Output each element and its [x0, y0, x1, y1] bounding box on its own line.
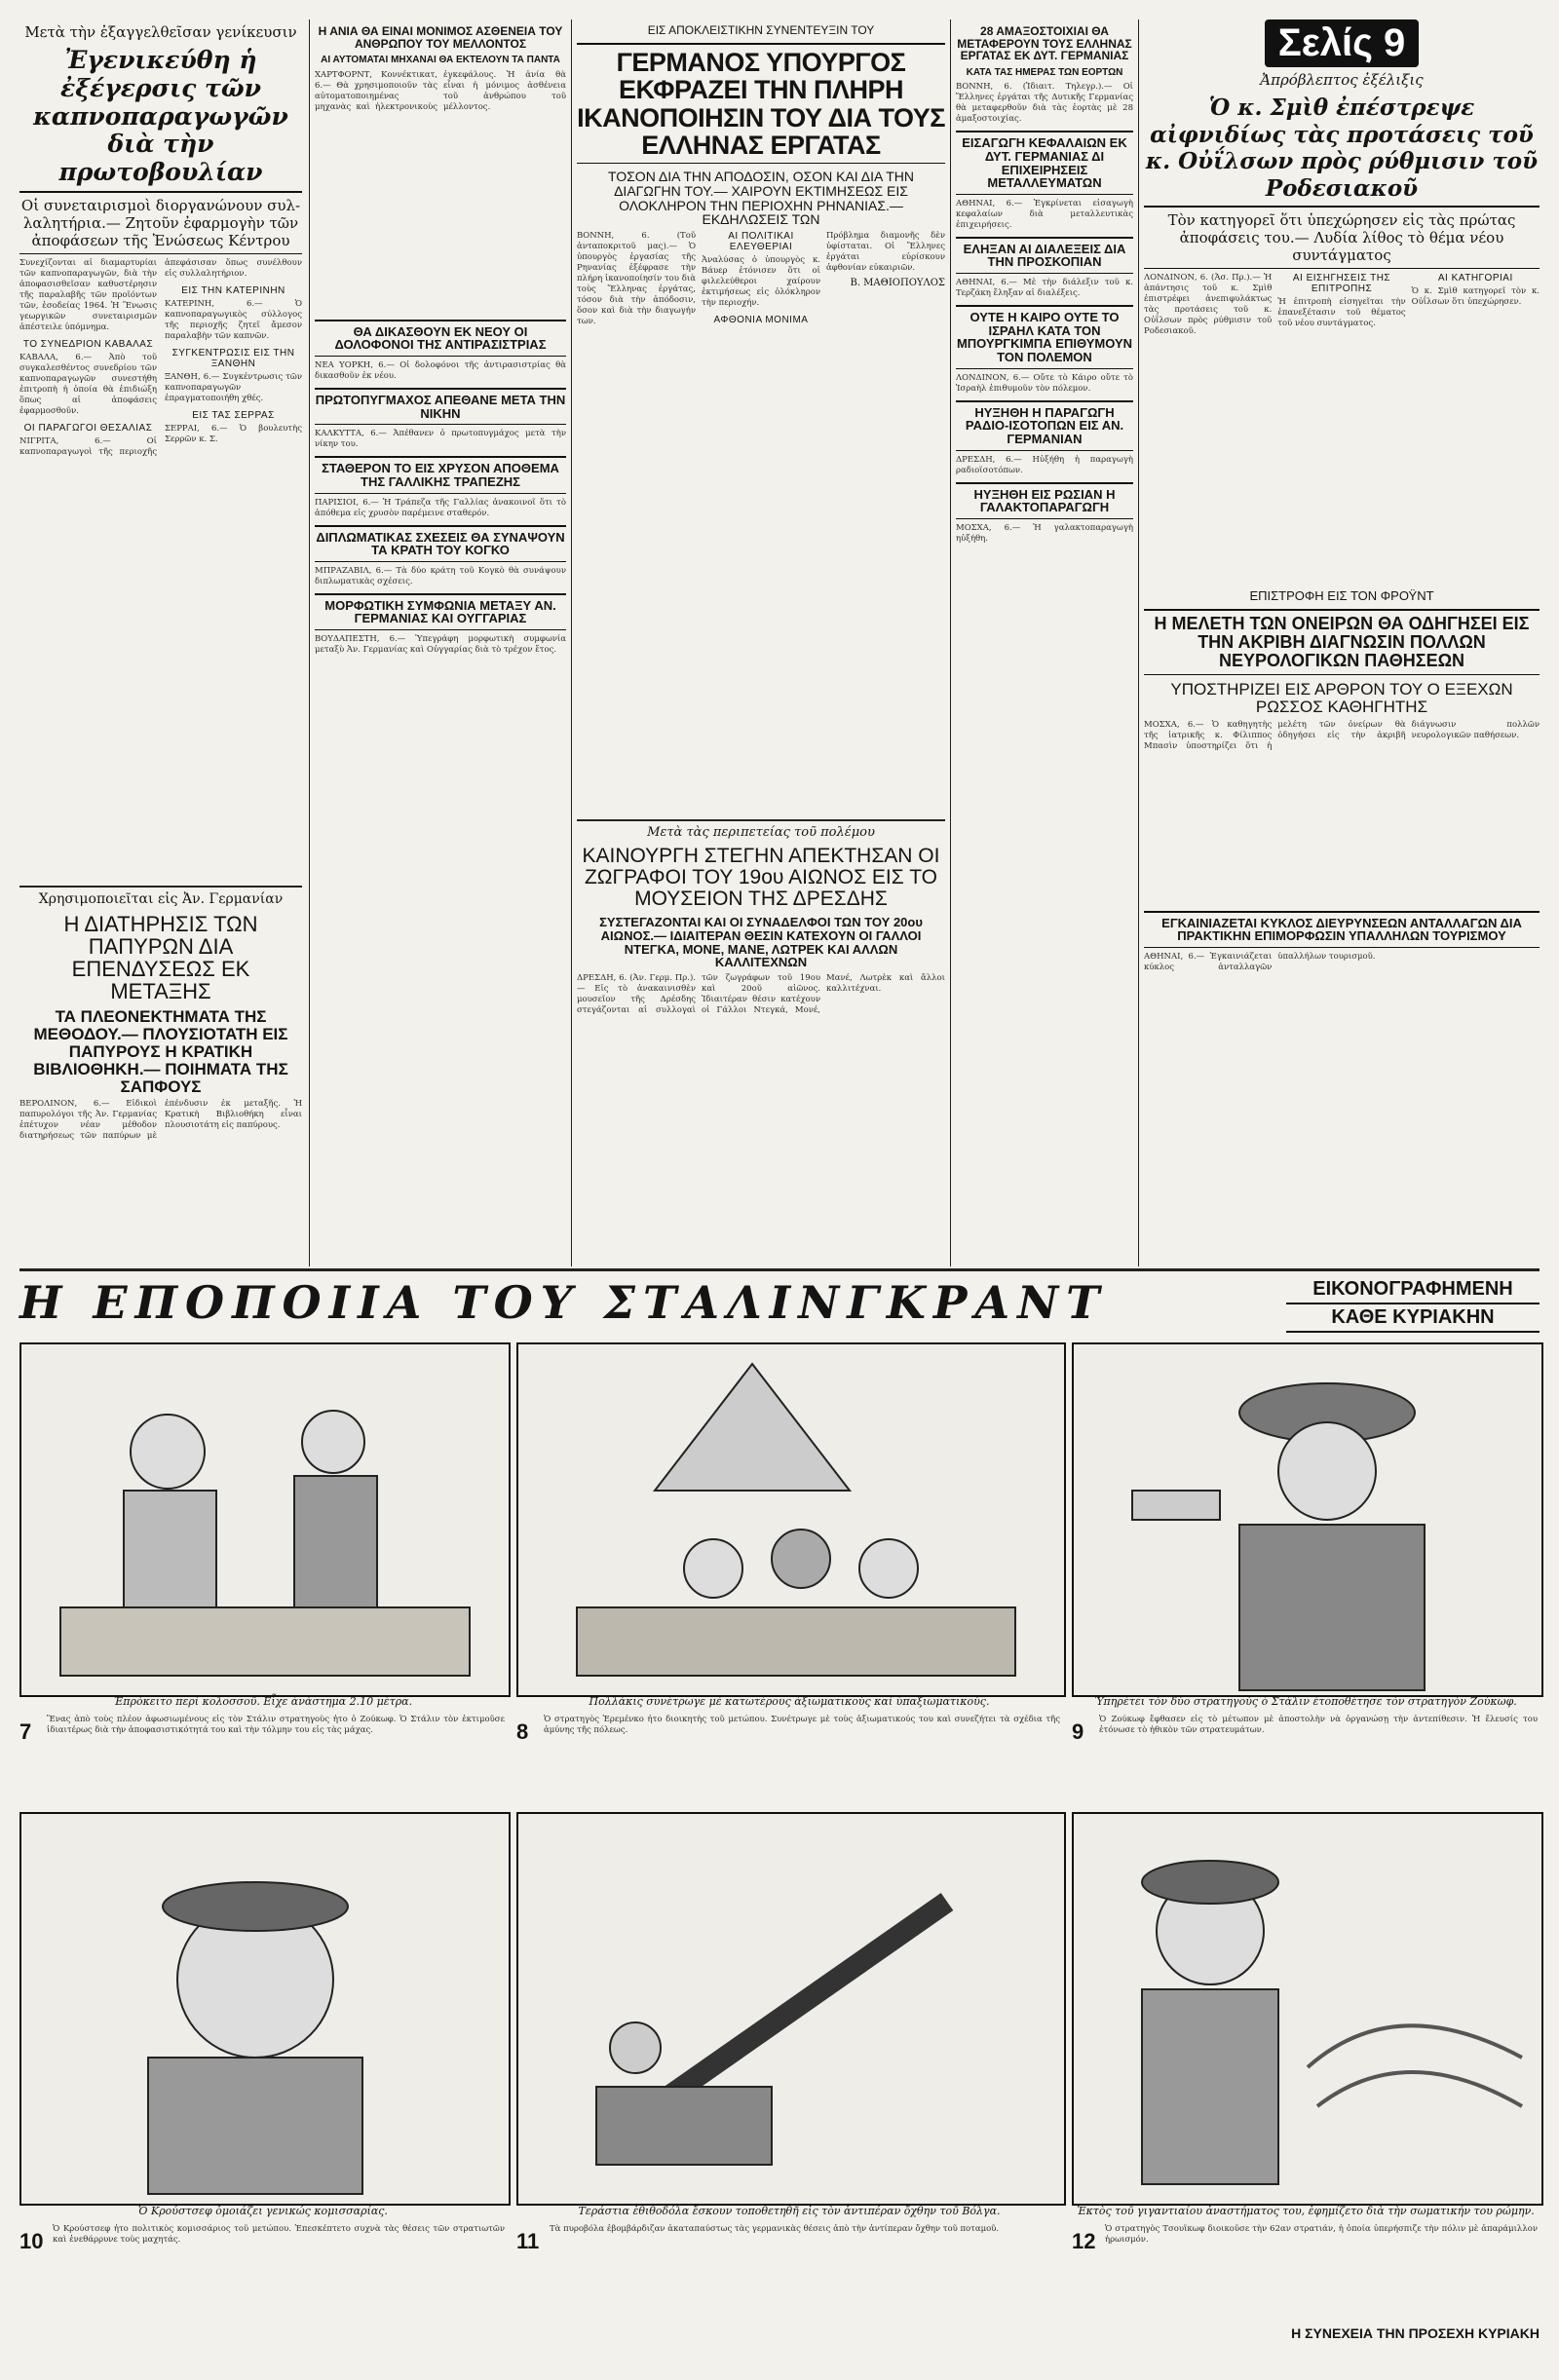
article-text: Ἡ ἐπιτροπὴ εἰσηγεῖται τὴν ἐπανεξέτασιν τοῦ θέματος τοῦ νέου συντάγματος.	[1277, 297, 1406, 329]
column-interview	[577, 19, 945, 1266]
comic-panel-8	[516, 1342, 1066, 1697]
article-text: ΔΡΕΣΔΗ, 6. (Ἀν. Γερμ. Πρ.).— Εἰς τὸ ἀνακαινισθὲν μουσεῖον τῆς Δρέσδης στεγάζονται αἱ συλλογαὶ τῶν ζωγράφων τοῦ 19ου καὶ 20οῦ αἰῶνος. Ἰδιαιτέραν θέσιν κατέχουν οἱ Γάλλοι Ντεγκά, Μονέ, Μανέ, Λωτρὲκ καὶ ἄλλοι καλλιτέχναι.	[577, 972, 945, 1015]
subheadline-dreams: ΥΠΟΣΤΗΡΙΖΕΙ ΕΙΣ ΑΡΘΡΟΝ ΤΟΥ Ο ΕΞΕΧΩΝ ΡΩΣΣΟΣ ΚΑΘΗΓΗΤΗΣ	[1170, 680, 1513, 716]
newspaper-page	[19, 19, 1540, 2341]
section-head: ΑΙ ΠΟΛΙΤΙΚΑΙ ΕΛΕΥΘΕΡΙΑΙ	[728, 231, 794, 253]
column-rule	[1138, 19, 1139, 1266]
kicker: Ἀπρόβλεπτος ἐξέλιξις	[1260, 71, 1424, 89]
illustration	[1074, 1344, 1541, 1695]
comic-banner	[19, 1276, 1540, 1335]
kicker: Χρησιμοποιεῖται εἰς Ἀν. Γερμανίαν	[38, 890, 284, 907]
article-text: ΧΑΡΤΦΟΡΝΤ, Κοννέκτικατ, 6.— Θὰ χρησιμοποιοῦν τὰς αὐτοματοποιημένας μηχανὰς καὶ ἡλεκτρονικοὺς ἐγκεφάλους. Ἡ ἀνία θὰ εἶναι ἡ μόνιμος ἀσθένεια τοῦ ἀνθρώπου τοῦ μέλλοντος.	[315, 69, 566, 112]
article-body	[577, 231, 945, 815]
comic-panel-7	[19, 1342, 511, 1697]
article-text: ΒΟΥΔΑΠΕΣΤΗ, 6.— Ὑπεγράφη μορφωτικὴ συμφωνία μεταξὺ Ἀν. Γερμανίας καὶ Οὐγγαρίας διὰ τὸ τρέχον ἔτος.	[315, 634, 566, 656]
headline-education: ΜΟΡΦΩΤΙΚΗ ΣΥΜΦΩΝΙΑ ΜΕΤΑΞΥ ΑΝ. ΓΕΡΜΑΝΙΑΣ ΚΑΙ ΟΥΓΓΑΡΙΑΣ	[315, 593, 566, 630]
continued-note: Η ΣΥΝΕΧΕΙΑ ΤΗΝ ΠΡΟΣΕΧΗ ΚΥΡΙΑΚΗ	[1291, 2325, 1540, 2341]
section-head: ΣΥΓΚΕΝΤΡΩΣΙΣ ΕΙΣ ΤΗΝ ΞΑΝΘΗΝ	[171, 347, 295, 369]
article-text: ΛΟΝΔΙΝΟΝ, 6. (Ἀσ. Πρ.).— Ἡ ἀπάντησις τοῦ κ. Σμὶθ ἐπιστρέφει ἀνεπιφυλάκτως τὰς προτάσεις τοῦ κ. Οὐΐλσων πρὸς ρύθμισιν τοῦ Ροδεσιακοῦ.	[1144, 273, 1273, 337]
section-head: ΕΙΣ ΤΑΣ ΣΕΡΡΑΣ	[192, 409, 275, 421]
comic-panel-11	[516, 1812, 1066, 2206]
kicker: ΕΙΣ ΑΠΟΚΛΕΙΣΤΙΚΗΝ ΣΥΝΕΝΤΕΥΞΙΝ ΤΟΥ	[647, 23, 875, 37]
section-head: ΤΟ ΣΥΝΕΔΡΙΟΝ ΚΑΒΑΛΑΣ	[22, 338, 154, 350]
column-rule	[309, 19, 310, 1266]
subheadline-papyrus: ΤΑ ΠΛΕΟΝΕΚΤΗΜΑΤΑ ΤΗΣ ΜΕΘΟΔΟΥ.— ΠΛΟΥΣΙΟΤΑΤΗ ΕΙΣ ΠΑΠΥΡΟΥΣ Η ΚΡΑΤΙΚΗ ΒΙΒΛΙΟΘΗΚΗ.— ΠΟΙΗΜΑΤΑ ΤΗΣ ΣΑΠΦΟΥΣ	[33, 1007, 288, 1096]
panel-caption: Ὁ Κρούστσεφ ὁμοιάζει γενικώς κομισσαρίας.	[138, 2205, 388, 2217]
article-text: ΠΑΡΙΣΙΟΙ, 6.— Ἡ Τράπεζα τῆς Γαλλίας ἀνακοινοῖ ὅτι τὸ ἀπόθεμα εἰς χρυσὸν παρέμεινε σταθερόν.	[315, 497, 566, 518]
column-tobacco	[19, 19, 302, 1266]
headline-veteran: ΠΡΩΤΟΠΥΓΜΑΧΟΣ ΑΠΕΘΑΝΕ ΜΕΤΑ ΤΗΝ ΝΙΚΗΝ	[315, 388, 566, 425]
headline-capital: ΕΙΣΑΓΩΓΗ ΚΕΦΑΛΑΙΩΝ ΕΚ ΔΥΤ. ΓΕΡΜΑΝΙΑΣ ΔΙ ΕΠΙΧΕΙΡΗΣΕΙΣ ΜΕΤΑΛΛΕΥΜΑΤΩΝ	[956, 131, 1133, 195]
page-number-badge: Σελίς 9	[1265, 19, 1420, 67]
article-text: ΝΙΓΡΙΤΑ, 6.— Οἱ καπνοπαραγωγοὶ τῆς περιοχῆς ἀπεφάσισαν ὅπως συνέλθουν εἰς συλλαλητήριον.	[19, 257, 302, 457]
article-text: ΝΕΑ ΥΟΡΚΗ, 6.— Οἱ δολοφόνοι τῆς ἀντιρασιστρίας θὰ δικασθοῦν ἐκ νέου.	[315, 359, 566, 381]
comic-panel-10	[19, 1812, 511, 2206]
subheadline-boredom: ΑΙ ΑΥΤΟΜΑΤΑΙ ΜΗΧΑΝΑΙ ΘΑ ΕΚΤΕΛΟΥΝ ΤΑ ΠΑΝΤΑ	[321, 55, 560, 66]
kicker: Μετὰ τὰς περιπετείας τοῦ πολέμου	[647, 825, 875, 841]
subheadline-trains: ΚΑΤΑ ΤΑΣ ΗΜΕΡΑΣ ΤΩΝ ΕΟΡΤΩΝ	[966, 66, 1123, 78]
article-body	[1144, 720, 1540, 905]
illustration	[21, 1344, 509, 1695]
subheadline-dresden: ΣΥΣΤΕΓΑΖΟΝΤΑΙ ΚΑΙ ΟΙ ΣΥΝΑΔΕΛΦΟΙ ΤΩΝ ΤΟΥ 20ου ΑΙΩΝΟΣ.— ΙΔΙΑΙΤΕΡΑΝ ΘΕΣΙΝ ΚΑΤΕΧΟΥΝ ΟΙ ΓΑΛΛΟΙ ΝΤΕΓΚΑ, ΜΟΝΕ, ΜΑΝΕ, ΛΩΤΡΕΚ ΚΑΙ ΑΛΛΩΝ ΚΑΛΛΙΤΕΧΝΩΝ	[599, 915, 923, 970]
panel-text: Ὁ στρατηγὸς Τσουΐκωφ διοικοῦσε τὴν 62αν στρατιάν, ἡ ὁποία ὑπερήσπιζε τὴν πόλιν μὲ ἀπαράμιλλον ἡρωισμόν.	[1105, 2224, 1538, 2245]
column-workers	[956, 19, 1133, 1266]
section-head: ΕΙΣ ΤΗΝ ΚΑΤΕΡΙΝΗΝ	[181, 284, 285, 296]
article-text: ΚΑΒΑΛΑ, 6.— Ἀπὸ τοῦ συγκαλεσθέντος συνεδρίου τῶν καπνοπαραγωγῶν συνεστήθη ἐπιτροπὴ ἡ ὁποία θὰ ἐπιδιώξη ὅπως αἱ ἀποφάσεις ἐφαρμοσθοῦν.	[19, 352, 157, 416]
panel-caption: Τεράστια ἐθιθοδόλα ἔσκουν τοποθετηθῆ εἰς τὸν ἀντιπέραν ὄχθην τοῦ Βόλγα.	[578, 2205, 1001, 2217]
section-head: ΑΙ ΕΙΣΗΓΗΣΕΙΣ ΤΗΣ ΕΠΙΤΡΟΠΗΣ	[1292, 273, 1391, 295]
panel-number: 8	[516, 1719, 529, 1744]
panel-caption: Πολλάκις συνέτρωγε μὲ κατωτέρους ἀξιωματικοὺς καὶ ὑπαξιωματικούς.	[589, 1695, 990, 1708]
comic-title: Η ΕΠΟΠΟΙΙΑ ΤΟΥ ΣΤΑΛΙΝΓΚΡΑΝΤ	[19, 1276, 1108, 1329]
panel-caption: Ἐκτὸς τοῦ γιγαντιαίου ἀναστήματος του, ἐφημίζετο διὰ τὴν σωματικήν του ρώμην.	[1077, 2205, 1535, 2217]
headline-gold: ΣΤΑΘΕΡΟΝ ΤΟ ΕΙΣ ΧΡΥΣΟΝ ΑΠΟΘΕΜΑ ΤΗΣ ΓΑΛΛΙΚΗΣ ΤΡΑΠΕΖΗΣ	[315, 456, 566, 493]
panel-text: Ἕνας ἀπὸ τοὺς πλέον ἀφωσιωμένους εἰς τὸν Στάλιν στρατηγοὺς ἦτο ὁ Ζούκωφ. Ὁ Στάλιν τὸν ἐκτιμοῦσε ἰδιαιτέρως διὰ τὴν ἀποφασιστικότητά του καὶ τὴν τόλμην του εἰς τὰς μάχας.	[47, 1715, 505, 1735]
article-text: ΒΕΡΟΛΙΝΟΝ, 6.— Εἰδικοὶ παπυρολόγοι τῆς Ἀν. Γερμανίας ἐπέτυχον νέαν μέθοδον διατηρήσεως τῶν παπύρων μὲ ἐπένδυσιν ἐκ μεταξῆς. Ἡ Κρατικὴ Βιβλιοθήκη εἶναι πλουσιοτάτη εἰς παπύρους.	[19, 1099, 302, 1142]
headline-smith: Ὁ κ. Σμὶθ ἐπέστρεψε αἰφνιδίως τὰς προτάσεις τοῦ κ. Οὐΐλσων πρὸς ρύθμισιν τοῦ Ροδεσιακοῦ	[1145, 94, 1539, 202]
panel-number: 9	[1072, 1719, 1084, 1744]
headline-isotopes: ΗΥΞΗΘΗ Η ΠΑΡΑΓΩΓΗ ΡΑΔΙΟ-ΙΣΟΤΟΠΩΝ ΕΙΣ ΑΝ. ΓΕΡΜΑΝΙΑΝ	[956, 400, 1133, 451]
article-body	[577, 973, 945, 1197]
article-body	[1144, 273, 1540, 585]
page-number-box	[1144, 19, 1540, 67]
subheadline-tobacco: Οἱ συνεταιρισμοὶ διοργανώνουν συλ-λαλητήρια.— Ζητοῦν ἐφαρμογὴν τῶν ἀποφάσεων τῆς Ἑνώσεως Κέντρου	[19, 191, 302, 254]
article-text: Συνεχίζονται αἱ διαμαρτυρίαι τῶν καπνοπαραγωγῶν, διὰ τὴν ἀποφασισθεῖσαν καθυστέρησιν τῆς παραλαβῆς τῶν προϊόντων τῶν, ἐσοδείας 1964. Ἡ Ἕνωσις γεωργικῶν συνεταιρισμῶν ἀπέστειλε ὑπόμνημα.	[19, 257, 157, 332]
section-head: ΑΙ ΚΑΤΗΓΟΡΙΑΙ	[1437, 273, 1513, 284]
comic-subtitle	[1286, 1276, 1540, 1333]
article-body	[1144, 952, 1540, 1039]
comic-subtitle-line: ΚΑΘΕ ΚΥΡΙΑΚΗΝ	[1286, 1304, 1540, 1333]
article-text: ΔΡΕΣΔΗ, 6.— Ηὐξήθη ἡ παραγωγὴ ραδιοϊσοτόπων.	[956, 454, 1133, 475]
headline-trains: 28 ΑΜΑΞΟΣΤΟΙΧΙΑΙ ΘΑ ΜΕΤΑΦΕΡΟΥΝ ΤΟΥΣ ΕΛΛΗΝΑΣ ΕΡΓΑΤΑΣ ΕΚ ΔΥΤ. ΓΕΡΜΑΝΙΑΣ	[957, 24, 1132, 63]
column-briefs	[315, 19, 566, 1266]
panel-text: Ὁ Ζούκωφ ἔφθασεν εἰς τὸ μέτωπον μὲ ἀποστολὴν νὰ ὀργανώσῃ τὴν ἀντεπίθεσιν. Ἡ ἔλευσίς του ἐτόνωσε τὸ ἠθικὸν τῶν στρατευμάτων.	[1099, 1715, 1538, 1735]
headline-milk: ΗΥΞΗΘΗ ΕΙΣ ΡΩΣΙΑΝ Η ΓΑΛΑΚΤΟΠΑΡΑΓΩΓΗ	[956, 482, 1133, 519]
article-text: ΒΟΝΝΗ, 6. (Ἰδιαιτ. Τηλεγρ.).— Οἱ Ἕλληνες ἐργάται τῆς Δυτικῆς Γερμανίας θὰ μεταφερθοῦν διὰ τὰς ἑορτὰς μὲ 28 ἀμαξοστοιχίας.	[956, 82, 1133, 125]
divider	[19, 1268, 1540, 1271]
comic-panel-9	[1072, 1342, 1543, 1697]
column-rhodesia	[1144, 19, 1540, 1266]
panel-caption: Ὑπηρέτει τὸν δύο στρατηγοὺς ὁ Στάλιν ἐτοποθέτησε τὸν στρατηγὸν Ζούκωφ.	[1094, 1695, 1517, 1708]
headline-congo: ΔΙΠΛΩΜΑΤΙΚΑΣ ΣΧΕΣΕΙΣ ΘΑ ΣΥΝΑΨΟΥΝ ΤΑ ΚΡΑΤΗ ΤΟΥ ΚΟΓΚΟ	[315, 525, 566, 562]
article-body	[315, 70, 566, 314]
article-body	[19, 1099, 302, 1266]
headline-trial: ΘΑ ΔΙΚΑΣΘΟΥΝ ΕΚ ΝΕΟΥ ΟΙ ΔΟΛΟΦΟΝΟΙ ΤΗΣ ΑΝΤΙΡΑΣΙΣΤΡΙΑΣ	[315, 320, 566, 357]
comic-panel-12	[1072, 1812, 1543, 2206]
article-text: ΜΠΡΑΖΑΒΙΛ, 6.— Τὰ δύο κράτη τοῦ Κογκὸ θὰ συνάψουν διπλωματικὰς σχέσεις.	[315, 565, 566, 586]
column-rule	[571, 19, 572, 1266]
article-text: ΜΟΣΧΑ, 6.— Ὁ καθηγητὴς τῆς ἰατρικῆς κ. Φίλιππος Μπασὶν ὑποστηρίζει ὅτι ἡ μελέτη τῶν ὀνείρων θὰ ὁδηγήσει εἰς τὴν ἀκριβῆ διάγνωσιν πολλῶν νευρολογικῶν παθήσεων.	[1144, 719, 1540, 751]
kicker: ΕΠΙΣΤΡΟΦΗ ΕΙΣ ΤΟΝ ΦΡΟΫΝΤ	[1249, 588, 1434, 604]
headline-dresden: ΚΑΙΝΟΥΡΓΗ ΣΤΕΓΗΝ ΑΠΕΚΤΗΣΑΝ ΟΙ ΖΩΓΡΑΦΟΙ ΤΟΥ 19ου ΑΙΩΝΟΣ ΕΙΣ ΤΟ ΜΟΥΣΕΙΟΝ ΤΗΣ ΔΡΕΣΔΗΣ	[582, 845, 940, 911]
column-rule	[950, 19, 951, 1266]
headline-dreams: Η ΜΕΛΕΤΗ ΤΩΝ ΟΝΕΙΡΩΝ ΘΑ ΟΔΗΓΗΣΕΙ ΕΙΣ ΤΗΝ ΑΚΡΙΒΗ ΔΙΑΓΝΩΣΙΝ ΠΟΛΛΩΝ ΝΕΥΡΟΛΟΓΙΚΩΝ ΠΑΘΗΣΕΩΝ	[1144, 609, 1540, 675]
signature: Β. ΜΑΘΙΟΠΟΥΛΟΣ	[850, 278, 945, 289]
section-head: ΟΙ ΠΑΡΑΓΩΓΟΙ ΘΕΣΑΛΙΑΣ	[23, 422, 153, 434]
article-text: ΑΘΗΝΑΙ, 6.— Μὲ τὴν διάλεξιν τοῦ κ. Τερζάκη ἔληξαν αἱ διαλέξεις.	[956, 278, 1133, 299]
subheadline-minister: ΤΟΣΟΝ ΔΙΑ ΤΗΝ ΑΠΟΔΟΣΙΝ, ΟΣΟΝ ΚΑΙ ΔΙΑ ΤΗΝ ΔΙΑΓΩΓΗΝ ΤΟΥ.— ΧΑΙΡΟΥΝ ΕΚΤΙΜΗΣΕΩΣ ΕΙΣ ΟΛΟΚΛΗΡΟΝ ΤΗΝ ΠΕΡΙΟΧΗΝ ΡΗΝΑΝΙΑΣ.— ΕΚΔΗΛΩΣΕΙΣ ΤΩΝ	[607, 169, 915, 228]
panel-text: Ὁ Κρούστσεφ ἦτο πολιτικὸς κομισσάριος τοῦ μετώπου. Ἐπεσκέπτετο συχνὰ τὰς θέσεις τῶν στρατιωτῶν καὶ ἐνεθάρρυνε τοὺς μαχητάς.	[53, 2224, 505, 2245]
divider	[577, 819, 945, 821]
article-text: ΞΑΝΘΗ, 6.— Συγκέντρωσις τῶν καπνοπαραγωγῶν ἐπραγματοποιήθη χθές.	[165, 371, 302, 403]
article-text: ΚΑΛΚΥΤΤΑ, 6.— Ἀπέθανεν ὁ πρωτοπυγμάχος μετὰ τὴν νίκην του.	[315, 429, 566, 450]
headline-cairo: ΟΥΤΕ Η ΚΑΙΡΟ ΟΥΤΕ ΤΟ ΙΣΡΑΗΛ ΚΑΤΑ ΤΟΝ ΜΠΟΥΡΓΚΙΜΠΑ ΕΠΙΘΥΜΟΥΝ ΤΟΝ ΠΟΛΕΜΟΝ	[956, 305, 1133, 369]
article-text: Πρόβλημα διαμονῆς δὲν ὑφίσταται. Οἱ Ἕλληνες ἐργάται εὑρίσκουν ἀφθονίαν εὐκαιριῶν.	[826, 231, 945, 274]
article-text: Ὁ κ. Σμὶθ κατηγορεῖ τὸν κ. Οὐΐλσων ὅτι ὑπεχώρησεν.	[1411, 286, 1540, 308]
headline-scouts: ΕΛΗΞΑΝ ΑΙ ΔΙΑΛΕΞΕΙΣ ΔΙΑ ΤΗΝ ΠΡΟΣΚΟΠΙΑΝ	[956, 237, 1133, 274]
article-text: ΑΘΗΝΑΙ, 6.— Ἐγκρίνεται εἰσαγωγὴ κεφαλαίων διὰ μεταλλευτικὰς ἐπιχειρήσεις.	[956, 198, 1133, 230]
panel-text: Ὁ στρατηγὸς Ἐρεμένκο ἦτο διοικητὴς τοῦ μετώπου. Συνέτρωγε μὲ τοὺς ἀξιωματικούς του καὶ συνεζήτει τὰ σχέδια τῆς ἀμύνης τῆς πόλεως.	[544, 1715, 1060, 1735]
kicker: Μετὰ τὴν ἐξαγγελθεῖσαν γενίκευσιν	[24, 23, 297, 41]
panel-number: 10	[19, 2229, 44, 2253]
panel-number: 11	[516, 2229, 540, 2253]
article-text: ΑΘΗΝΑΙ, 6.— Ἐγκαινιάζεται κύκλος ἀνταλλαγῶν ὑπαλλήλων τουρισμοῦ.	[1144, 952, 1376, 973]
comic-subtitle-line: ΕΙΚΟΝΟΓΡΑΦΗΜΕΝΗ	[1286, 1276, 1540, 1304]
headline-papyrus: Η ΔΙΑΤΗΡΗΣΙΣ ΤΩΝ ΠΑΠΥΡΩΝ ΔΙΑ ΕΠΕΝΔΥΣΕΩΣ ΕΚ ΜΕΤΑΞΗΣ	[63, 911, 258, 1004]
panel-number: 12	[1072, 2229, 1096, 2253]
headline-minister: ΓΕΡΜΑΝΟΣ ΥΠΟΥΡΓΟΣ ΕΚΦΡΑΖΕΙ ΤΗΝ ΠΛΗΡΗ ΙΚΑΝΟΠΟΙΗΣΙΝ ΤΟΥ ΔΙΑ ΤΟΥΣ ΕΛΛΗΝΑΣ ΕΡΓΑΤΑΣ	[577, 43, 945, 164]
panel-number: 7	[19, 1719, 32, 1744]
article-text: ΜΟΣΧΑ, 6.— Ἡ γαλακτοπαραγωγὴ ηὐξήθη.	[956, 522, 1133, 544]
article-text: ΒΟΝΝΗ, 6. (Τοῦ ἀνταποκριτοῦ μας).— Ὁ ὑπουργὸς ἐργασίας τῆς Ρηνανίας ἐξέφρασε τὴν πλήρη ἱκανοποίησίν του διὰ τοὺς Ἕλληνας ἐργάτας, τόσον διὰ τὴν ἀπόδοσιν, ὅσον καὶ διὰ τὴν διαγωγήν των.	[577, 231, 696, 327]
illustration	[1074, 1814, 1541, 2204]
subheadline-smith: Τὸν κατηγορεῖ ὅτι ὑπεχώρησεν εἰς τὰς πρώτας ἀποφάσεις του.— Λυδία λίθος τὸ θέμα νέου συντάγματος	[1144, 206, 1540, 269]
article-body	[19, 258, 302, 882]
divider	[19, 886, 302, 888]
section-head: ΑΦΘΟΝΙΑ ΜΟΝΙΜΑ	[713, 315, 809, 326]
headline-tourism: ΕΓΚΑΙΝΙΑΖΕΤΑΙ ΚΥΚΛΟΣ ΔΙΕΥΡΥΝΣΕΩΝ ΑΝΤΑΛΛΑΓΩΝ ΔΙΑ ΠΡΑΚΤΙΚΗΝ ΕΠΙΜΟΡΦΩΣΙΝ ΥΠΑΛΛΗΛΩΝ ΤΟΥΡΙΣΜΟΥ	[1144, 911, 1540, 948]
illustration	[518, 1344, 1064, 1695]
article-text: ΣΕΡΡΑΙ, 6.— Ὁ βουλευτὴς Σερρῶν κ. Σ.	[165, 423, 302, 444]
headline-boredom: Η ΑΝΙΑ ΘΑ ΕΙΝΑΙ ΜΟΝΙΜΟΣ ΑΣΘΕΝΕΙΑ ΤΟΥ ΑΝΘΡΩΠΟΥ ΤΟΥ ΜΕΛΛΟΝΤΟΣ	[318, 24, 563, 51]
illustration	[21, 1814, 509, 2204]
illustration	[518, 1814, 1064, 2204]
article-text: Ἀναλύσας ὁ ὑπουργὸς κ. Βάυερ ἐτόνισεν ὅτι οἱ φιλελεύθεροι χαίρουν ἐκτιμήσεως εἰς ὁλόκληρον τὴν περιοχήν.	[702, 255, 820, 309]
article-text: ΛΟΝΔΙΝΟΝ, 6.— Οὔτε τὸ Κάιρο οὔτε τὸ Ἰσραὴλ ἐπιθυμοῦν τὸν πόλεμον.	[956, 372, 1133, 394]
panel-caption: Ἐπρόκειτο περὶ κολοσσοῦ. Εἶχε ἀνάστημα 2.10 μέτρα.	[113, 1695, 413, 1708]
headline-tobacco: Ἐγενικεύθη ἡ ἐξέγερσις τῶν καπνοπαραγωγῶν διὰ τὴν πρωτοβουλίαν	[33, 46, 288, 186]
article-text: ΚΑΤΕΡΙΝΗ, 6.— Ὁ καπνοπαραγωγικὸς σύλλογος τῆς περιοχῆς ζητεῖ ἄμεσον παραλαβὴν τῶν καπνῶν.	[165, 298, 302, 341]
panel-text: Τὰ πυροβόλα ἐβομβάρδιζαν ἀκαταπαύστως τὰς γερμανικὰς θέσεις ἀπὸ τὴν ἀντίπεραν ὄχθην τοῦ ποταμοῦ.	[550, 2224, 1000, 2234]
